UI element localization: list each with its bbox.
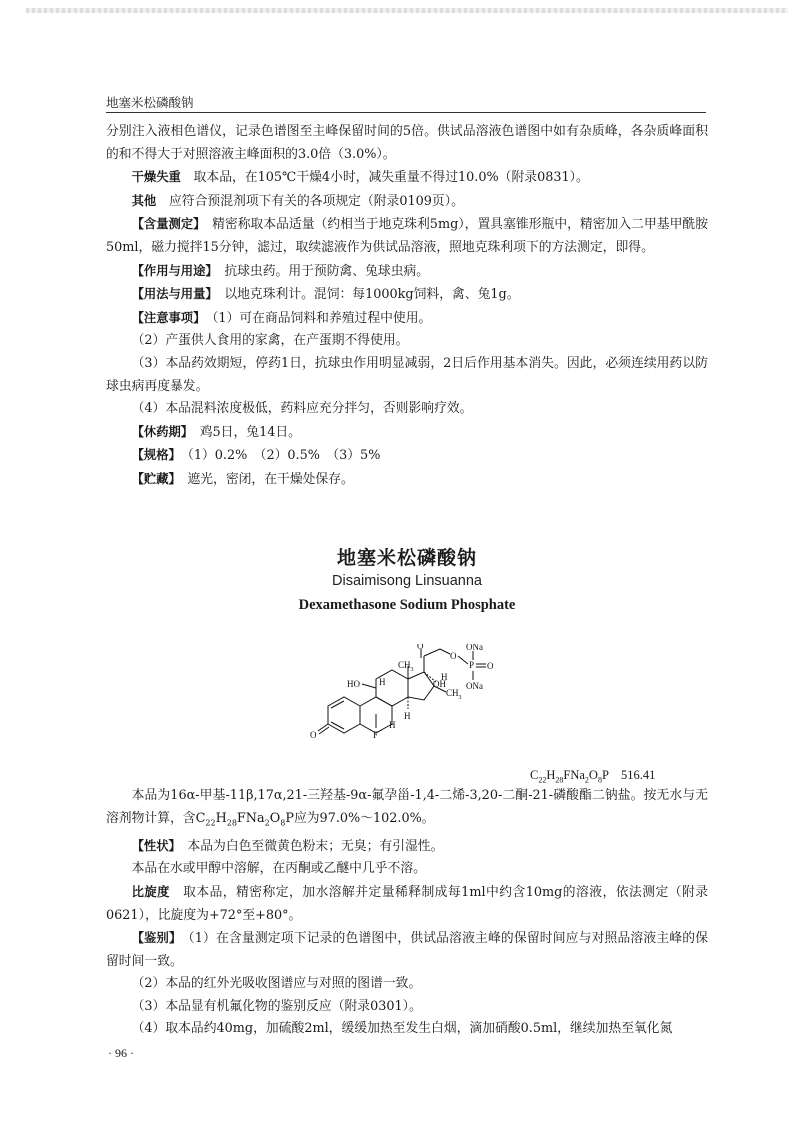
- section-text: 取本品，在105℃干燥4小时，减失重量不得过10.0%（附录0831）。: [193, 170, 589, 186]
- paragraph: 分别注入液相色谱仪，记录色谱图至主峰保留时间的5倍。供试品溶液色谱图中如有杂质峰，各杂质峰面积的和不得大于对照溶液主峰面积的3.0倍（3.0%）。: [106, 124, 708, 162]
- paragraph: （3）本品显有机氟化物的鉴别反应（附录0301）。: [131, 998, 422, 1014]
- paragraph: [106, 468, 708, 492]
- monograph-title: 地塞米松磷酸钠: [336, 547, 477, 569]
- paragraph: [106, 307, 708, 331]
- page-number: · 96 ·: [108, 1046, 134, 1060]
- paragraph: [106, 421, 708, 445]
- monograph-english-name: Dexamethasone Sodium Phosphate: [298, 597, 516, 613]
- structure-label: O: [310, 730, 317, 740]
- section-term: 【含量测定】: [131, 217, 200, 232]
- section-term: 【作用与用途】: [131, 263, 212, 278]
- section-text: 以地克珠利计。混饲：每1000kg饲料，禽、兔1g。: [224, 287, 520, 303]
- section-term: 【用法与用量】: [131, 287, 212, 302]
- structure-label: OH: [433, 679, 446, 689]
- section-text: 精密称取本品适量（约相当于地克珠利5mg），置具塞锥形瓶中，精密加入二甲基甲酰胺50ml，磁力搅拌15分钟，滤过，取续滤液作为供试品溶液，照地克珠利项下的方法测定，即得。: [106, 217, 708, 255]
- monograph-text: [106, 785, 708, 1041]
- paragraph: （4）取本品约40mg，加硫酸2ml，缓缓加热至发生白烟，滴加硝酸0.5ml，继续加热至氧化氮: [131, 1021, 673, 1037]
- structure-label: HO: [347, 679, 360, 689]
- structure-label: H: [379, 677, 386, 687]
- paragraph: [106, 213, 708, 259]
- section-text: 抗球虫药。用于预防禽、兔球虫病。: [224, 263, 430, 279]
- structure-label: ONa: [466, 644, 483, 652]
- section-text: 取本品，精密称定，加水溶解并定量稀释制成每1ml中约含10mg的溶液，依法测定（附录0621），比旋度为+72°至+80°。: [106, 884, 708, 923]
- paragraph: （2）本品的红外光吸收图谱应与对照的图谱一致。: [131, 976, 422, 992]
- section-term: 【规格】: [131, 448, 175, 463]
- section-text: 本品为白色至微黄色粉末；无臭；有引湿性。: [187, 838, 444, 854]
- section-term: 【鉴别】: [131, 931, 176, 946]
- section-term: 其他: [131, 193, 157, 208]
- paragraph: （4）本品混料浓度极低，药料应充分拌匀，否则影响疗效。: [131, 401, 473, 417]
- paragraph: [106, 190, 708, 214]
- paragraph: [106, 835, 708, 859]
- molecular-weight: 516.41: [620, 768, 656, 782]
- paragraph: [106, 881, 708, 927]
- section-term: 【性状】: [131, 838, 175, 853]
- paragraph: [106, 927, 708, 973]
- structure-label: H: [441, 672, 448, 682]
- structure-label: H: [404, 711, 411, 721]
- section-term: 比旋度: [131, 884, 170, 899]
- structure-label: ONa: [466, 681, 483, 691]
- paragraph: 本品在水或甲醇中溶解，在丙酮或乙醚中几乎不溶。: [131, 861, 426, 877]
- paragraph: [106, 444, 708, 468]
- section-text: 遮光，密闭，在干燥处保存。: [187, 471, 354, 487]
- previous-monograph-text: [106, 121, 708, 492]
- section-term: 【贮藏】: [131, 471, 175, 486]
- paragraph: 本品为16α-甲基-11β,17α,21-三羟基-9α-氟孕甾-1,4-二烯-3,20-二酮-21-磷酸酯二钠盐。按无水与无溶剂物计算，含$C_{22}H_{28}FNa_2O_8P$应为97.0%～102.0%。: [106, 788, 708, 828]
- section-term: 【注意事项】: [131, 310, 200, 325]
- section-text: （1）在含量测定项下记录的色谱图中，供试品溶液主峰的保留时间应与对照品溶液主峰的保留时间一致。: [106, 931, 708, 969]
- paragraph: （2）产蛋供人食用的家禽，在产蛋期不得使用。: [131, 333, 409, 349]
- molecular-formula: $C_{22}H_{28}FNa_2O_8P$ 516.41: [530, 768, 656, 785]
- structure-label: H: [389, 720, 396, 730]
- structure-label: $CH_3$: [446, 688, 462, 701]
- paragraph: [106, 166, 708, 190]
- section-text: （1）可在商品饲料和养殖过程中使用。: [212, 310, 432, 326]
- structure-label: F: [373, 730, 379, 740]
- chemical-structure-diagram: [300, 644, 510, 764]
- monograph-pinyin: Disaimisong Linsuanna: [332, 573, 482, 589]
- scan-edge: [26, 8, 788, 13]
- structure-label: O: [417, 644, 424, 651]
- structure-label: O: [487, 661, 494, 671]
- structure-label: P: [469, 660, 475, 670]
- section-text: 鸡5日，兔14日。: [199, 424, 301, 440]
- structure-label: O: [450, 651, 457, 661]
- section-term: 干燥失重: [131, 170, 181, 185]
- header-rule: [106, 112, 706, 113]
- paragraph: [106, 260, 708, 284]
- paragraph: [106, 283, 708, 307]
- section-text: 应符合预混剂项下有关的各项规定（附录0109页）。: [169, 193, 464, 209]
- structure-label: $CH_3$: [398, 660, 414, 673]
- running-head: 地塞米松磷酸钠: [106, 95, 194, 110]
- paragraph: （3）本品药效期短，停药1日，抗球虫作用明显减弱，2日后作用基本消失。因此，必须连续用药以防球虫病再度暴发。: [106, 355, 708, 394]
- section-text: （1）0.2% （2）0.5% （3）5%: [187, 448, 381, 464]
- section-term: 【休药期】: [131, 424, 187, 439]
